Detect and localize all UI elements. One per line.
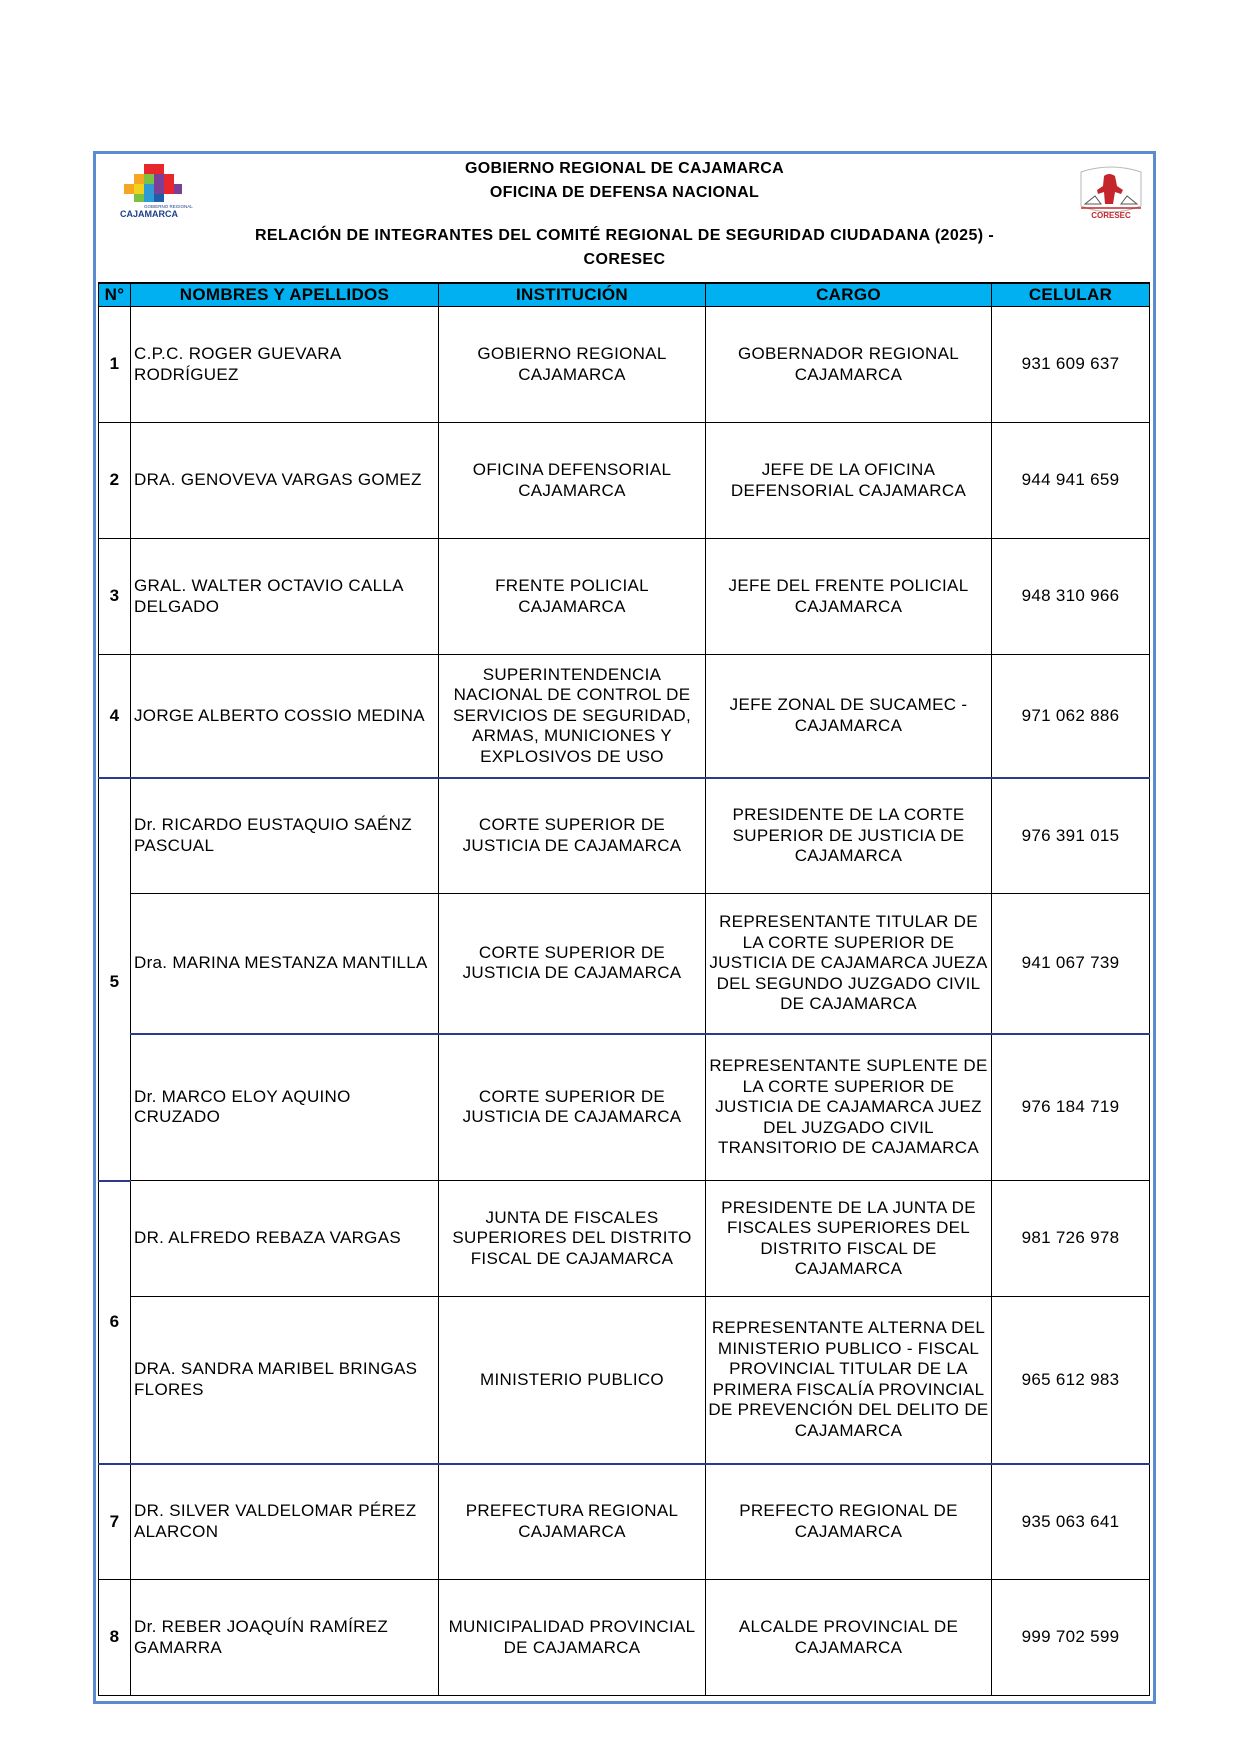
col-header-num: N° xyxy=(99,283,131,307)
member-phone: 941 067 739 xyxy=(992,894,1150,1034)
header-line-1: GOBIERNO REGIONAL DE CAJAMARCA xyxy=(465,160,784,177)
member-role: REPRESENTANTE SUPLENTE DE LA CORTE SUPERIOR DE JUSTICIA DE CAJAMARCA JUEZ DEL JUZGADO CIVIL TRANSITORIO DE CAJAMARCA xyxy=(706,1034,992,1181)
member-name: GRAL. WALTER OCTAVIO CALLA DELGADO xyxy=(131,539,439,655)
member-institution: OFICINA DEFENSORIAL CAJAMARCA xyxy=(439,423,706,539)
col-header-institution: INSTITUCIÓN xyxy=(439,283,706,307)
table-row xyxy=(99,655,1150,778)
member-institution: SUPERINTENDENCIA NACIONAL DE CONTROL DE SERVICIOS DE SEGURIDAD, ARMAS, MUNICIONES Y EXPLOSIVOS DE USO xyxy=(439,655,706,778)
document-title-line-2: CORESEC xyxy=(583,251,666,268)
member-institution: CORTE SUPERIOR DE JUSTICIA DE CAJAMARCA xyxy=(439,778,706,894)
member-phone: 935 063 641 xyxy=(992,1464,1150,1580)
member-role: PRESIDENTE DE LA JUNTA DE FISCALES SUPERIORES DEL DISTRITO FISCAL DE CAJAMARCA xyxy=(706,1181,992,1297)
member-institution: CORTE SUPERIOR DE JUSTICIA DE CAJAMARCA xyxy=(439,894,706,1034)
member-institution: PREFECTURA REGIONAL CAJAMARCA xyxy=(439,1464,706,1580)
member-name: Dra. MARINA MESTANZA MANTILLA xyxy=(131,894,439,1034)
member-role: REPRESENTANTE ALTERNA DEL MINISTERIO PUBLICO - FISCAL PROVINCIAL TITULAR DE LA PRIMERA FISCALÍA PROVINCIAL DE PREVENCIÓN DEL DELITO DE CAJAMARCA xyxy=(706,1297,992,1464)
row-number: 3 xyxy=(99,539,131,655)
table-row xyxy=(99,423,1150,539)
member-role: JEFE ZONAL DE SUCAMEC - CAJAMARCA xyxy=(706,655,992,778)
member-name: DRA. SANDRA MARIBEL BRINGAS FLORES xyxy=(131,1297,439,1464)
logo-left-small-text: GOBIERNO REGIONAL xyxy=(144,204,193,209)
member-name: Dr. RICARDO EUSTAQUIO SAÉNZ PASCUAL xyxy=(131,778,439,894)
row-number: 4 xyxy=(99,655,131,778)
row-number: 6 xyxy=(99,1181,131,1464)
member-name: DRA. GENOVEVA VARGAS GOMEZ xyxy=(131,423,439,539)
member-name: JORGE ALBERTO COSSIO MEDINA xyxy=(131,655,439,778)
row-number: 8 xyxy=(99,1580,131,1696)
row-number: 5 xyxy=(99,778,131,1181)
table-row xyxy=(99,1580,1150,1696)
document-title xyxy=(96,224,1153,272)
member-institution: MINISTERIO PUBLICO xyxy=(439,1297,706,1464)
col-header-phone: CELULAR xyxy=(992,283,1150,307)
table-header-row xyxy=(99,283,1150,307)
member-institution: CORTE SUPERIOR DE JUSTICIA DE CAJAMARCA xyxy=(439,1034,706,1181)
member-phone: 971 062 886 xyxy=(992,655,1150,778)
table-row xyxy=(99,1297,1150,1464)
member-phone: 948 310 966 xyxy=(992,539,1150,655)
members-table xyxy=(98,282,1150,1696)
row-number: 7 xyxy=(99,1464,131,1580)
row-number: 2 xyxy=(99,423,131,539)
member-role: JEFE DEL FRENTE POLICIAL CAJAMARCA xyxy=(706,539,992,655)
logo-right-text: CORESEC xyxy=(1091,211,1131,220)
member-phone: 931 609 637 xyxy=(992,307,1150,423)
member-role: PRESIDENTE DE LA CORTE SUPERIOR DE JUSTICIA DE CAJAMARCA xyxy=(706,778,992,894)
member-role: JEFE DE LA OFICINA DEFENSORIAL CAJAMARCA xyxy=(706,423,992,539)
member-institution: JUNTA DE FISCALES SUPERIORES DEL DISTRITO FISCAL DE CAJAMARCA xyxy=(439,1181,706,1297)
document-frame xyxy=(93,151,1156,1704)
table-row xyxy=(99,778,1150,894)
row-number: 1 xyxy=(99,307,131,423)
table-row xyxy=(99,307,1150,423)
member-phone: 944 941 659 xyxy=(992,423,1150,539)
table-row xyxy=(99,539,1150,655)
member-phone: 981 726 978 xyxy=(992,1181,1150,1297)
col-header-name: NOMBRES Y APELLIDOS xyxy=(131,283,439,307)
document-header xyxy=(96,154,1153,285)
member-role: PREFECTO REGIONAL DE CAJAMARCA xyxy=(706,1464,992,1580)
member-phone: 976 184 719 xyxy=(992,1034,1150,1181)
header-line-2: OFICINA DE DEFENSA NACIONAL xyxy=(489,184,760,201)
member-name: Dr. REBER JOAQUÍN RAMÍREZ GAMARRA xyxy=(131,1580,439,1696)
member-phone: 965 612 983 xyxy=(992,1297,1150,1464)
coresec-logo xyxy=(1071,166,1151,228)
member-name: C.P.C. ROGER GUEVARA RODRÍGUEZ xyxy=(131,307,439,423)
table-row xyxy=(99,1034,1150,1181)
member-phone: 999 702 599 xyxy=(992,1580,1150,1696)
member-institution: MUNICIPALIDAD PROVINCIAL DE CAJAMARCA xyxy=(439,1580,706,1696)
member-institution: GOBIERNO REGIONAL CAJAMARCA xyxy=(439,307,706,423)
member-role: GOBERNADOR REGIONAL CAJAMARCA xyxy=(706,307,992,423)
logo-left-text: CAJAMARCA xyxy=(120,209,178,219)
document-title-line-1: RELACIÓN DE INTEGRANTES DEL COMITÉ REGIONAL DE SEGURIDAD CIUDADANA (2025) - xyxy=(254,227,995,244)
member-institution: FRENTE POLICIAL CAJAMARCA xyxy=(439,539,706,655)
table-row xyxy=(99,1181,1150,1297)
member-name: DR. SILVER VALDELOMAR PÉREZ ALARCON xyxy=(131,1464,439,1580)
member-role: ALCALDE PROVINCIAL DE CAJAMARCA xyxy=(706,1580,992,1696)
col-header-role: CARGO xyxy=(706,283,992,307)
member-phone: 976 391 015 xyxy=(992,778,1150,894)
table-row xyxy=(99,1464,1150,1580)
member-name: DR. ALFREDO REBAZA VARGAS xyxy=(131,1181,439,1297)
table-row xyxy=(99,894,1150,1034)
member-role: REPRESENTANTE TITULAR DE LA CORTE SUPERIOR DE JUSTICIA DE CAJAMARCA JUEZA DEL SEGUNDO JUZGADO CIVIL DE CAJAMARCA xyxy=(706,894,992,1034)
member-name: Dr. MARCO ELOY AQUINO CRUZADO xyxy=(131,1034,439,1181)
